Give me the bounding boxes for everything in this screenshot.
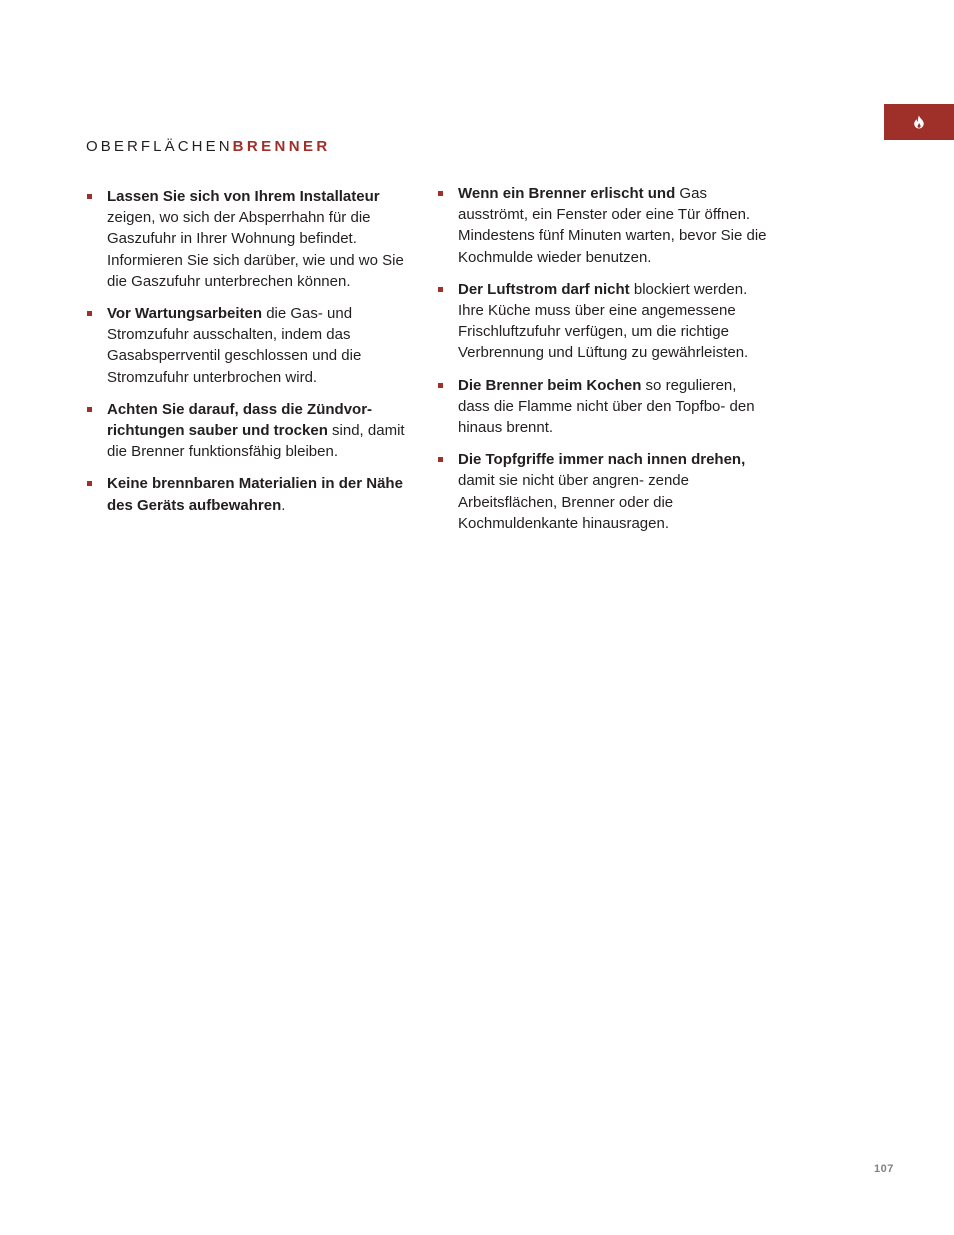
- item-text: sind, damit die Brenner funktionsfähig bleiben.: [107, 422, 405, 461]
- right-bullet-list: [437, 183, 767, 545]
- item-bold-text: Vor Wartungsarbeiten: [107, 305, 263, 323]
- item-bold-text: Die Topfgriffe immer nach innen drehen,: [458, 451, 746, 469]
- flame-icon: [913, 115, 925, 129]
- list-item: [437, 449, 767, 534]
- section-title-bold: BRENNER: [232, 138, 331, 155]
- section-title-light: OBERFLÄCHEN: [86, 138, 233, 155]
- item-text: .: [281, 496, 286, 514]
- item-text: Gas ausströmt, ein Fenster oder eine Tür öffnen. Mindestens fünf Minuten warten, bevor Sie die Kochmulde wieder benutzen.: [458, 185, 767, 266]
- section-title: [86, 138, 331, 156]
- section-tab-marker: [884, 104, 954, 140]
- item-bold-text: Achten Sie darauf, dass die Zündvor- richtungen sauber und trocken: [107, 400, 373, 440]
- item-bold-text: Lassen Sie sich von Ihrem Installateur: [107, 188, 380, 205]
- item-text: zeigen, wo sich der Absperrhahn für die Gaszufuhr in Ihrer Wohnung befindet. Informieren Sie sich darüber, wie und wo Sie die Gaszufuhr unterbrechen können.: [107, 209, 404, 290]
- bullet-square-icon: [87, 311, 92, 316]
- item-bold-text: Wenn ein Brenner erlischt und: [458, 185, 676, 202]
- list-item: [86, 303, 416, 388]
- list-item: [86, 399, 416, 463]
- item-bold-text: Der Luftstrom darf nicht: [458, 280, 630, 298]
- list-item: [86, 186, 416, 292]
- bullet-square-icon: [87, 481, 92, 486]
- list-item: [437, 183, 767, 268]
- item-text: blockiert werden. Ihre Küche muss über eine angemessene Frischluftzufuhr verfügen, um die richtige Verbrennung und Lüftung zu gewährleisten.: [458, 280, 749, 362]
- left-bullet-list: [86, 186, 416, 527]
- bullet-square-icon: [438, 457, 443, 462]
- bullet-square-icon: [438, 287, 443, 292]
- item-bold-text: Keine brennbaren Materialien in der Nähe des Geräts aufbewahren: [107, 475, 403, 514]
- bullet-square-icon: [87, 407, 92, 412]
- bullet-square-icon: [438, 383, 443, 388]
- item-text: damit sie nicht über angren- zende Arbeitsflächen, Brenner oder die Kochmuldenkante hinausragen.: [458, 472, 689, 532]
- list-item: [437, 375, 767, 439]
- list-item: [437, 279, 767, 364]
- item-text: so regulieren, dass die Flamme nicht über den Topfbo- den hinaus brennt.: [458, 376, 755, 437]
- item-bold-text: Die Brenner beim Kochen: [458, 376, 642, 394]
- item-text: die Gas- und Stromzufuhr ausschalten, indem das Gasabsperrventil geschlossen und die Stromzufuhr unterbrochen wird.: [107, 305, 362, 386]
- list-item: [86, 473, 416, 515]
- bullet-square-icon: [438, 191, 443, 196]
- bullet-square-icon: [87, 194, 92, 199]
- page-number: 107: [874, 1163, 894, 1175]
